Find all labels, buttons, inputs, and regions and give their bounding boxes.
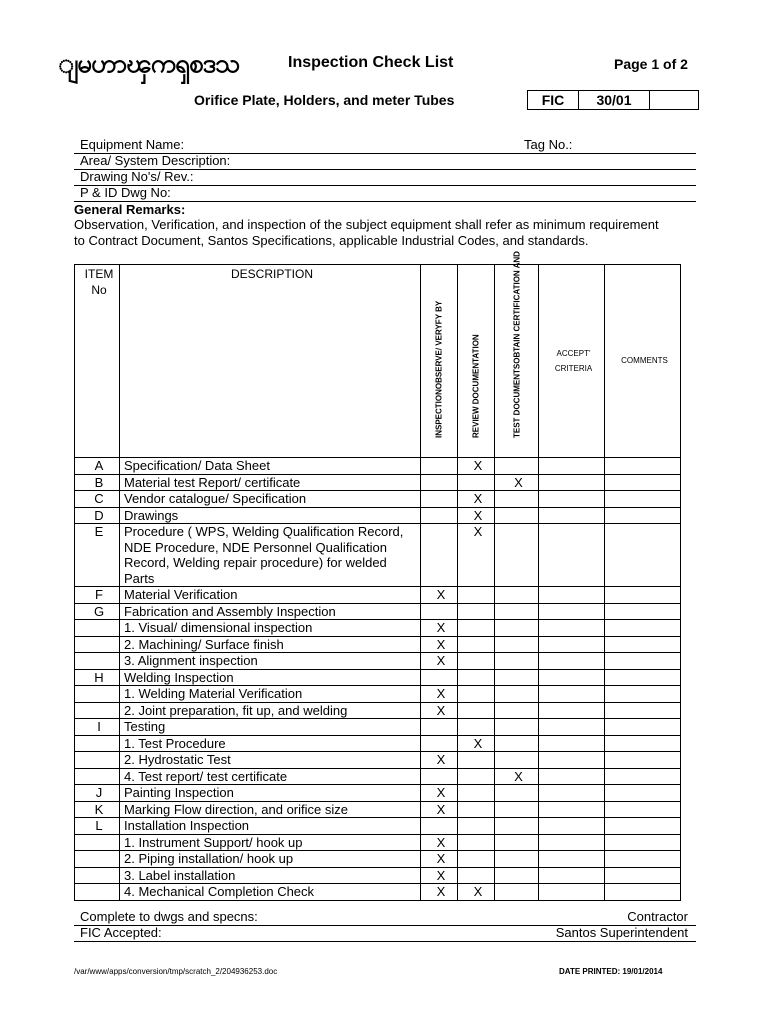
test-docs-mark-cell <box>495 834 539 851</box>
table-row <box>75 653 681 670</box>
acceptance-criteria-cell <box>539 884 605 901</box>
acceptance-criteria-cell <box>539 491 605 508</box>
acceptance-criteria-cell <box>539 524 605 587</box>
contractor-label: Contractor <box>627 909 688 924</box>
table-row <box>75 524 681 587</box>
test-docs-mark-cell <box>495 507 539 524</box>
item-id-cell: K <box>75 801 120 818</box>
table-header-row <box>75 265 681 458</box>
acceptance-criteria-cell <box>539 785 605 802</box>
description-cell: 2. Piping installation/ hook up <box>120 851 421 868</box>
table-row <box>75 801 681 818</box>
test-docs-mark-cell <box>495 702 539 719</box>
table-row <box>75 669 681 686</box>
item-id-cell <box>75 636 120 653</box>
date-printed: DATE PRINTED: 19/01/2014 <box>559 967 663 976</box>
superintendent-label: Santos Superintendent <box>555 925 688 940</box>
description-cell: Procedure ( WPS, Welding Qualification Record, NDE Procedure, NDE Personnel Qualification Record, Welding repair procedure) for welded Parts <box>120 524 421 587</box>
item-id-cell: E <box>75 524 120 587</box>
general-remarks-text: Observation, Verification, and inspection of the subject equipment shall refer as minimum requirement to Contract Document, Santos Specifications, applicable Industrial Codes, and standards. <box>74 217 659 248</box>
item-id-cell <box>75 768 120 785</box>
comments-cell <box>605 587 681 604</box>
item-id-cell: D <box>75 507 120 524</box>
comments-cell <box>605 735 681 752</box>
inspection-mark-cell: X <box>421 620 458 637</box>
acceptance-criteria-cell <box>539 636 605 653</box>
comments-cell <box>605 785 681 802</box>
comments-cell <box>605 603 681 620</box>
comments-cell <box>605 507 681 524</box>
test-docs-mark-cell <box>495 818 539 835</box>
inspection-mark-cell: X <box>421 867 458 884</box>
table-row <box>75 884 681 901</box>
comments-cell <box>605 653 681 670</box>
item-id-cell <box>75 834 120 851</box>
table-row <box>75 458 681 475</box>
comments-cell <box>605 768 681 785</box>
header-inspection: INSPECTIONOBSERVE/ VERYFY BY <box>421 265 458 458</box>
item-id-cell <box>75 867 120 884</box>
code-number: 30/01 <box>579 91 650 109</box>
test-docs-mark-cell <box>495 719 539 736</box>
description-cell: 2. Machining/ Surface finish <box>120 636 421 653</box>
comments-cell <box>605 801 681 818</box>
review-mark-cell <box>458 669 495 686</box>
test-docs-mark-cell: X <box>495 768 539 785</box>
inspection-mark-cell: X <box>421 834 458 851</box>
review-mark-cell <box>458 587 495 604</box>
description-cell: 1. Welding Material Verification <box>120 686 421 703</box>
test-docs-mark-cell <box>495 587 539 604</box>
description-cell: 1. Test Procedure <box>120 735 421 752</box>
description-cell: Installation Inspection <box>120 818 421 835</box>
test-docs-mark-cell <box>495 603 539 620</box>
table-row <box>75 636 681 653</box>
acceptance-criteria-cell <box>539 669 605 686</box>
inspection-mark-cell: X <box>421 801 458 818</box>
item-id-cell: H <box>75 669 120 686</box>
acceptance-criteria-cell <box>539 702 605 719</box>
acceptance-criteria-cell <box>539 752 605 769</box>
review-mark-cell <box>458 636 495 653</box>
review-mark-cell: X <box>458 735 495 752</box>
header-test-documents: TEST DOCUMENTSOBTAIN CERTIFICATION AND <box>495 265 539 458</box>
comments-cell <box>605 474 681 491</box>
review-mark-cell <box>458 620 495 637</box>
acceptance-criteria-cell <box>539 507 605 524</box>
table-row <box>75 702 681 719</box>
equipment-info <box>74 137 696 202</box>
comments-cell <box>605 491 681 508</box>
item-id-cell: I <box>75 719 120 736</box>
item-id-cell: C <box>75 491 120 508</box>
description-cell: 1. Visual/ dimensional inspection <box>120 620 421 637</box>
review-mark-cell <box>458 752 495 769</box>
description-cell: Painting Inspection <box>120 785 421 802</box>
page-number: Page 1 of 2 <box>614 56 688 72</box>
comments-cell <box>605 524 681 587</box>
inspection-mark-cell <box>421 818 458 835</box>
review-mark-cell <box>458 474 495 491</box>
inspection-mark-cell: X <box>421 884 458 901</box>
test-docs-mark-cell: X <box>495 474 539 491</box>
review-mark-cell: X <box>458 507 495 524</box>
comments-cell <box>605 669 681 686</box>
acceptance-criteria-cell <box>539 851 605 868</box>
table-row <box>75 620 681 637</box>
acceptance-criteria-cell <box>539 818 605 835</box>
item-id-cell: B <box>75 474 120 491</box>
description-cell: Vendor catalogue/ Specification <box>120 491 421 508</box>
review-mark-cell <box>458 768 495 785</box>
description-cell: 3. Alignment inspection <box>120 653 421 670</box>
description-cell: Material Verification <box>120 587 421 604</box>
item-id-cell <box>75 884 120 901</box>
review-mark-cell <box>458 818 495 835</box>
table-row <box>75 818 681 835</box>
review-mark-cell: X <box>458 524 495 587</box>
comments-cell <box>605 620 681 637</box>
inspection-mark-cell: X <box>421 587 458 604</box>
header-acceptance-criteria: ACCEPT' CRITERIA <box>539 265 605 458</box>
comments-cell <box>605 818 681 835</box>
item-id-cell <box>75 702 120 719</box>
table-row <box>75 491 681 508</box>
test-docs-mark-cell <box>495 524 539 587</box>
comments-cell <box>605 884 681 901</box>
table-row <box>75 474 681 491</box>
file-path: /var/www/apps/conversion/tmp/scratch_2/204936253.doc <box>74 967 278 976</box>
complete-label: Complete to dwgs and specns: <box>80 909 258 924</box>
header-description: DESCRIPTION <box>120 265 421 458</box>
comments-cell <box>605 719 681 736</box>
item-id-cell: A <box>75 458 120 475</box>
test-docs-mark-cell <box>495 884 539 901</box>
equipment-name-row <box>74 137 696 154</box>
inspection-table <box>74 250 681 901</box>
table-row <box>75 587 681 604</box>
table-row <box>75 507 681 524</box>
review-mark-cell <box>458 867 495 884</box>
test-docs-mark-cell <box>495 636 539 653</box>
table-row <box>75 867 681 884</box>
review-mark-cell <box>458 834 495 851</box>
comments-cell <box>605 834 681 851</box>
review-mark-cell: X <box>458 884 495 901</box>
table-row <box>75 686 681 703</box>
review-mark-cell <box>458 702 495 719</box>
area-row <box>74 153 696 170</box>
acceptance-criteria-cell <box>539 686 605 703</box>
description-cell: 4. Mechanical Completion Check <box>120 884 421 901</box>
inspection-mark-cell <box>421 735 458 752</box>
item-id-cell <box>75 752 120 769</box>
table-row <box>75 834 681 851</box>
comments-cell <box>605 702 681 719</box>
inspection-mark-cell <box>421 524 458 587</box>
drawing-row <box>74 169 696 186</box>
test-docs-mark-cell <box>495 653 539 670</box>
test-docs-mark-cell <box>495 669 539 686</box>
test-docs-mark-cell <box>495 752 539 769</box>
inspection-mark-cell: X <box>421 752 458 769</box>
drawing-label: Drawing No's/ Rev.: <box>80 169 194 184</box>
item-id-cell <box>75 653 120 670</box>
document-subtitle: Orifice Plate, Holders, and meter Tubes <box>194 92 455 108</box>
comments-cell <box>605 867 681 884</box>
item-id-cell: J <box>75 785 120 802</box>
acceptance-criteria-cell <box>539 458 605 475</box>
table-row <box>75 603 681 620</box>
inspection-mark-cell: X <box>421 785 458 802</box>
item-id-cell <box>75 620 120 637</box>
test-docs-mark-cell <box>495 620 539 637</box>
item-id-cell <box>75 735 120 752</box>
review-mark-cell <box>458 653 495 670</box>
code-prefix: FIC <box>528 91 579 109</box>
inspection-mark-cell: X <box>421 702 458 719</box>
description-cell: 1. Instrument Support/ hook up <box>120 834 421 851</box>
acceptance-criteria-cell <box>539 768 605 785</box>
test-docs-mark-cell <box>495 458 539 475</box>
description-cell: 2. Hydrostatic Test <box>120 752 421 769</box>
inspection-mark-cell <box>421 719 458 736</box>
item-id-cell <box>75 686 120 703</box>
test-docs-mark-cell <box>495 686 539 703</box>
inspection-mark-cell <box>421 491 458 508</box>
review-mark-cell <box>458 801 495 818</box>
equipment-name-label: Equipment Name: <box>80 137 185 152</box>
comments-cell <box>605 458 681 475</box>
table-row <box>75 785 681 802</box>
completion-row <box>74 909 696 926</box>
description-cell: 3. Label installation <box>120 867 421 884</box>
company-logo: ျမဟာၾကၡစဒသ <box>58 49 240 79</box>
inspection-mark-cell <box>421 458 458 475</box>
table-row <box>75 851 681 868</box>
acceptance-criteria-cell <box>539 620 605 637</box>
item-id-cell: L <box>75 818 120 835</box>
description-cell: Material test Report/ certificate <box>120 474 421 491</box>
description-cell: Fabrication and Assembly Inspection <box>120 603 421 620</box>
comments-cell <box>605 752 681 769</box>
test-docs-mark-cell <box>495 491 539 508</box>
review-mark-cell: X <box>458 458 495 475</box>
description-cell: Testing <box>120 719 421 736</box>
test-docs-mark-cell <box>495 867 539 884</box>
inspection-mark-cell <box>421 507 458 524</box>
review-mark-cell <box>458 686 495 703</box>
item-id-cell <box>75 851 120 868</box>
test-docs-mark-cell <box>495 735 539 752</box>
review-mark-cell <box>458 719 495 736</box>
acceptance-criteria-cell <box>539 653 605 670</box>
inspection-mark-cell: X <box>421 851 458 868</box>
table-row <box>75 768 681 785</box>
table-row <box>75 735 681 752</box>
tag-no-label: Tag No.: <box>524 137 573 152</box>
document-title: Inspection Check List <box>288 54 454 71</box>
code-extra <box>650 91 698 109</box>
comments-cell <box>605 851 681 868</box>
header-review-documentation: REVIEW DOCUMENTATION <box>458 265 495 458</box>
description-cell: Specification/ Data Sheet <box>120 458 421 475</box>
table-row <box>75 719 681 736</box>
test-docs-mark-cell <box>495 785 539 802</box>
description-cell: Marking Flow direction, and orifice size <box>120 801 421 818</box>
acceptance-criteria-cell <box>539 587 605 604</box>
test-docs-mark-cell <box>495 801 539 818</box>
acceptance-criteria-cell <box>539 735 605 752</box>
description-cell: 2. Joint preparation, fit up, and welding <box>120 702 421 719</box>
test-docs-mark-cell <box>495 851 539 868</box>
inspection-mark-cell <box>421 474 458 491</box>
review-mark-cell <box>458 785 495 802</box>
pid-label: P & ID Dwg No: <box>80 185 171 200</box>
fic-accepted-label: FIC Accepted: <box>80 925 162 940</box>
acceptance-criteria-cell <box>539 474 605 491</box>
header-comments: COMMENTS <box>605 265 681 458</box>
description-cell: Welding Inspection <box>120 669 421 686</box>
comments-cell <box>605 686 681 703</box>
inspection-mark-cell <box>421 768 458 785</box>
acceptance-criteria-cell <box>539 867 605 884</box>
acceptance-criteria-cell <box>539 834 605 851</box>
document-code-box <box>527 90 699 110</box>
acceptance-row <box>74 925 696 942</box>
acceptance-criteria-cell <box>539 603 605 620</box>
inspection-mark-cell <box>421 603 458 620</box>
review-mark-cell <box>458 851 495 868</box>
general-remarks-label: General Remarks: <box>74 202 186 217</box>
table-row <box>75 752 681 769</box>
item-id-cell: G <box>75 603 120 620</box>
area-label: Area/ System Description: <box>80 153 231 168</box>
acceptance-criteria-cell <box>539 801 605 818</box>
review-mark-cell <box>458 603 495 620</box>
description-cell: Drawings <box>120 507 421 524</box>
inspection-mark-cell <box>421 669 458 686</box>
header-item-no: ITEM No <box>75 265 120 458</box>
inspection-mark-cell: X <box>421 653 458 670</box>
inspection-mark-cell: X <box>421 686 458 703</box>
review-mark-cell: X <box>458 491 495 508</box>
item-id-cell: F <box>75 587 120 604</box>
acceptance-criteria-cell <box>539 719 605 736</box>
inspection-mark-cell: X <box>421 636 458 653</box>
comments-cell <box>605 636 681 653</box>
description-cell: 4. Test report/ test certificate <box>120 768 421 785</box>
pid-row <box>74 185 696 202</box>
